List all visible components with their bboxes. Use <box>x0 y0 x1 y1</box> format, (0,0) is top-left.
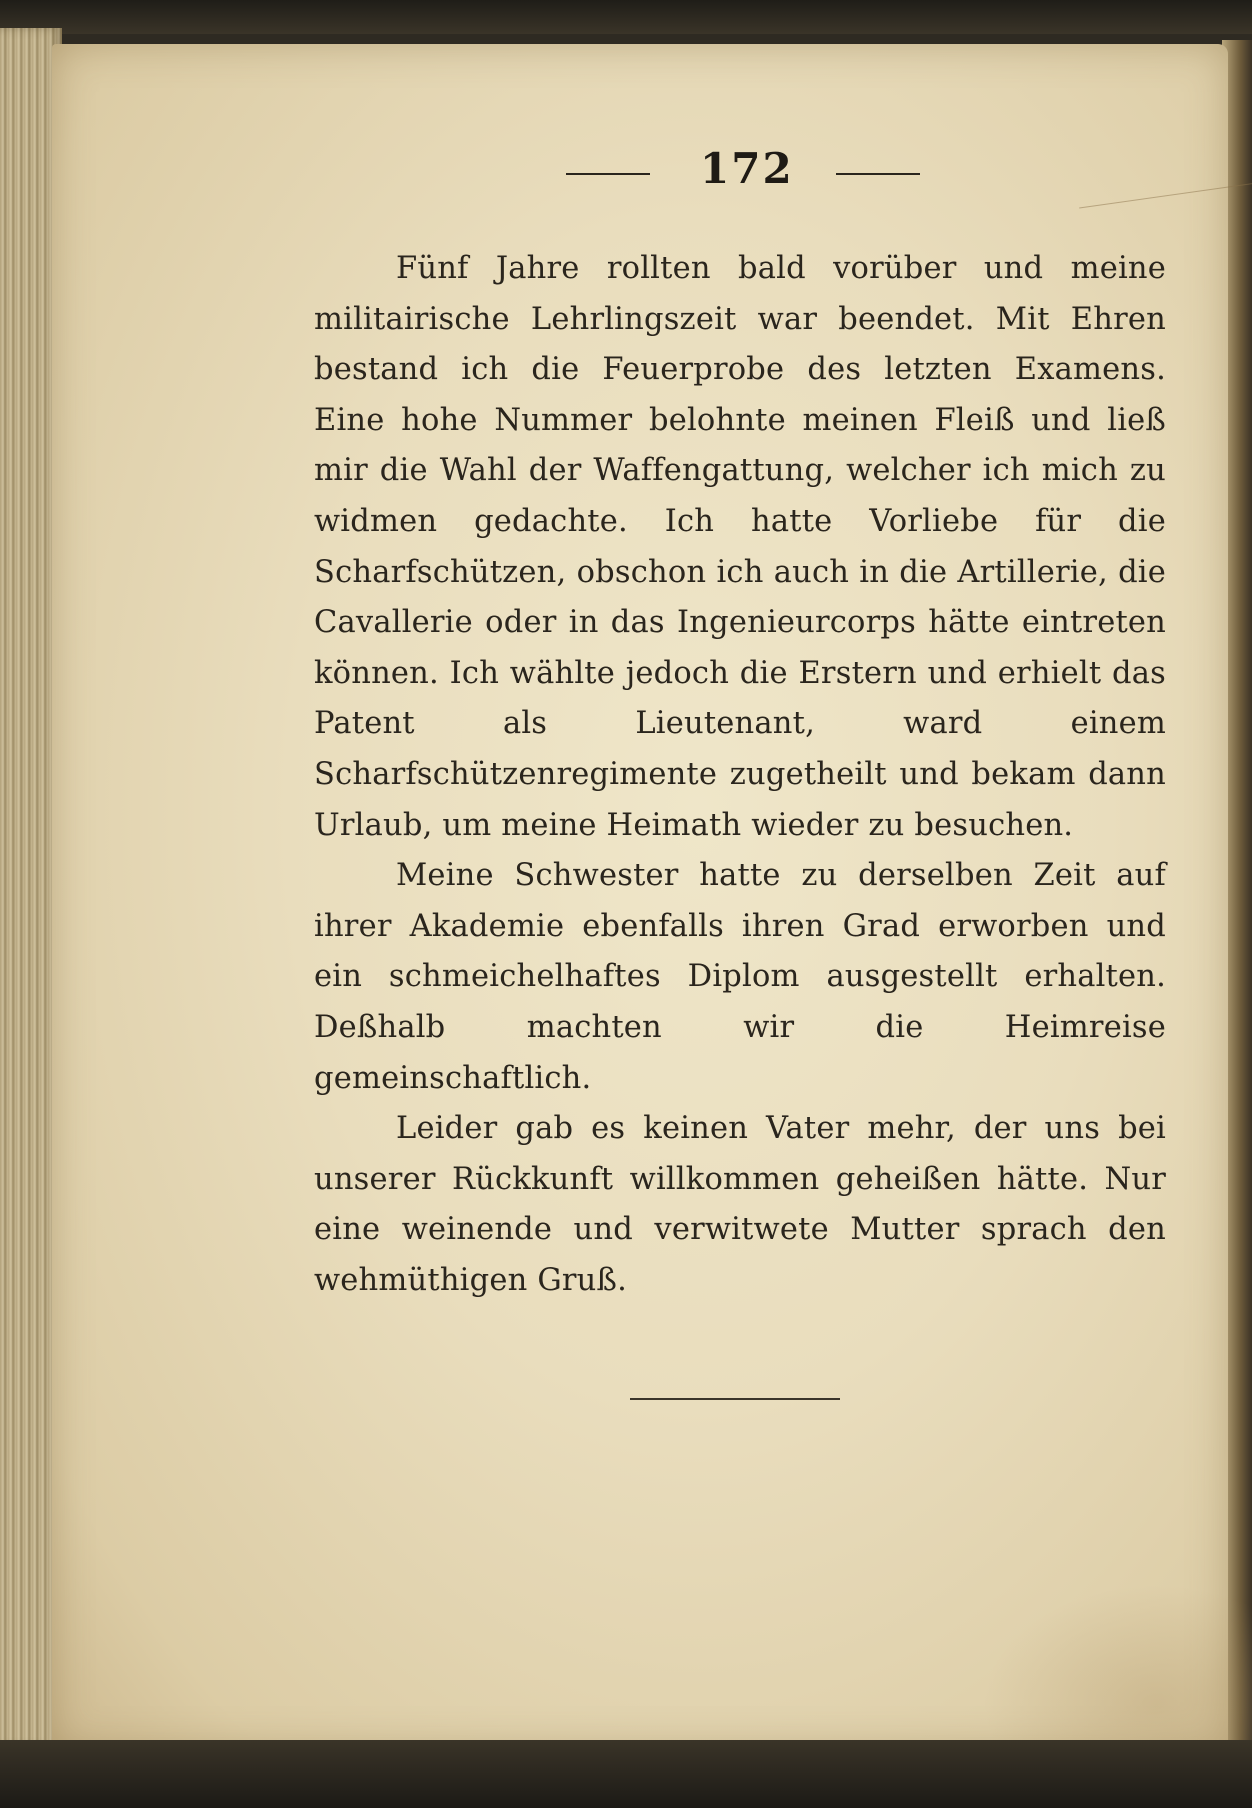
page-number: 172 <box>700 144 794 193</box>
paragraph: Meine Schwester hatte zu derselben Zeit auf ihrer Akademie ebenfalls ihren Grad erworben und ein schmeichelhaftes Diplom ausgestellt erhalten. Deßhalb machten wir die Heimreise gemeinschaftlich. <box>314 858 1166 1096</box>
scan-background-bottom <box>0 1740 1252 1808</box>
paragraph: Fünf Jahre rollten bald vorüber und meine militairische Lehrlingszeit war beendet. Mit Ehren bestand ich die Feuerprobe des letzten Examens. Eine hohe Nummer belohnte meinen Fleiß und ließ mir die Wahl der Waffengattung, welcher ich mich zu widmen gedachte. Ich hatte Vorliebe für die Scharfschützen, obschon ich auch in die Artillerie, die Cavallerie oder in das Ingenieurcorps hätte eintreten können. Ich wählte jedoch die Erstern und erhielt das Patent als Lieutenant, ward einem Scharfschützenregimente zugetheilt und bekam dann Urlaub, um meine Heimath wieder zu besuchen. <box>314 251 1166 843</box>
body-text <box>314 244 1166 1306</box>
paper-crease <box>1067 91 1252 209</box>
paragraph: Leider gab es keinen Vater mehr, der uns bei unserer Rückkunft willkommen geheißen hätte. Nur eine weinende und verwitwete Mutter sprach den wehmüthigen Gruß. <box>314 1111 1166 1298</box>
scan-background-top <box>0 0 1252 34</box>
header-rule-right <box>836 173 920 175</box>
header-rule-left <box>566 173 650 175</box>
section-end-rule <box>630 1398 840 1400</box>
